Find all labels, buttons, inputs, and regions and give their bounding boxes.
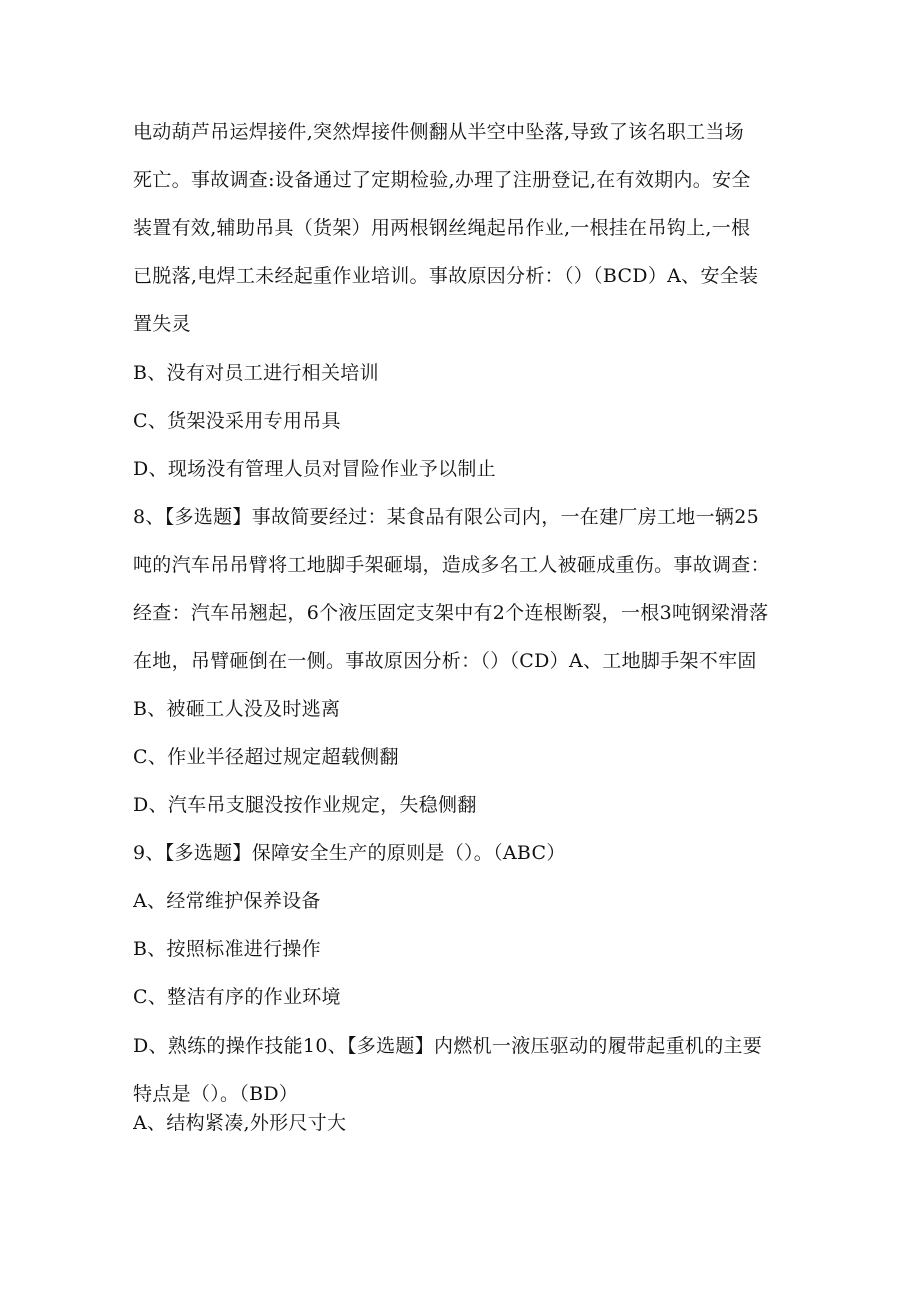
question-line: 8、【多选题】事故简要经过：某食品有限公司内，一在建厂房工地一辆25 xyxy=(133,506,759,528)
option-line: B、被砸工人没及时逃离 xyxy=(133,698,341,720)
option-line: D、熟练的操作技能10、【多选题】内燃机一液压驱动的履带起重机的主要 xyxy=(133,1035,763,1057)
option-line: A、经常维护保养设备 xyxy=(133,890,321,912)
option-line: C、整洁有序的作业环境 xyxy=(133,986,341,1008)
text-line: 特点是（）。（BD） xyxy=(133,1083,299,1105)
text-line: 已脱落,电焊工未经起重作业培训。事故原因分析：（）（BCD）A、安全装 xyxy=(133,265,759,287)
option-line: A、结构紧凑,外形尺寸大 xyxy=(133,1112,347,1134)
question-line: 9、【多选题】保障安全生产的原则是（）。（ABC） xyxy=(133,842,566,864)
option-line: D、汽车吊支腿没按作业规定，失稳侧翻 xyxy=(133,794,477,816)
option-line: B、没有对员工进行相关培训 xyxy=(133,362,379,384)
text-line: 电动葫芦吊运焊接件,突然焊接件侧翻从半空中坠落,导致了该名职工当场 xyxy=(133,121,744,143)
option-line: C、作业半径超过规定超载侧翻 xyxy=(133,746,399,768)
option-line: D、现场没有管理人员对冒险作业予以制止 xyxy=(133,458,496,480)
text-line: 装置有效,辅助吊具（货架）用两根钢丝绳起吊作业,一根挂在吊钩上,一根 xyxy=(133,217,751,239)
text-line: 吨的汽车吊吊臂将工地脚手架砸塌，造成多名工人被砸成重伤。事故调查： xyxy=(133,554,770,576)
text-line: 死亡。事故调查:设备通过了定期检验,办理了注册登记,在有效期内。安全 xyxy=(133,169,751,191)
option-line: B、按照标准进行操作 xyxy=(133,938,321,960)
text-line: 经查：汽车吊翘起，6个液压固定支架中有2个连根断裂，一根3吨钢梁滑落 xyxy=(133,602,769,624)
option-line: C、货架没采用专用吊具 xyxy=(133,410,341,432)
text-line: 置失灵 xyxy=(133,313,191,335)
text-line: 在地，吊臂砸倒在一侧。事故原因分析：（）（CD）A、工地脚手架不牢固 xyxy=(133,650,757,672)
